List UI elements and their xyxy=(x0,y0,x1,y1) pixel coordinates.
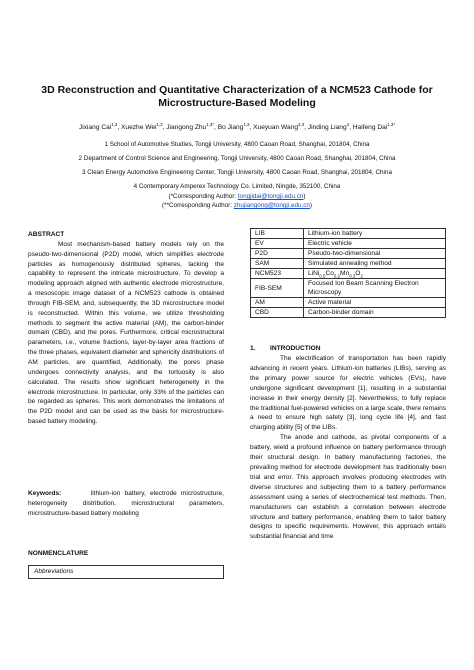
affiliation-3: 3 Clean Energy Automotive Engineering Center, Tongji University, 4800 Caoan Road, Shanghai, 201804, China xyxy=(82,169,392,176)
nomenclature-heading: NONMENCLATURE xyxy=(28,550,89,557)
keywords-label: Keywords: xyxy=(28,490,62,497)
abbreviation-value: Pseudo-two-dimensional xyxy=(304,249,446,259)
corresponding-author-1 xyxy=(20,193,454,200)
abbreviation-key: LIB xyxy=(251,229,304,239)
introduction-heading xyxy=(250,345,321,352)
corresponding-label-1: (*Corresponding Author: xyxy=(168,193,238,200)
author-name: Jinding Liang xyxy=(307,124,347,131)
corresponding-author-2 xyxy=(20,202,454,209)
table-row xyxy=(251,279,446,298)
abbreviations-box xyxy=(28,565,224,579)
affiliation-4: 4 Contemporary Amperex Technology Co. Limited, Ningde, 352100, China xyxy=(133,183,341,190)
author-name: Jixiang Cai xyxy=(78,124,112,131)
author-affiliation-marker: 1,3 xyxy=(243,121,250,127)
abbreviation-key: NCM523 xyxy=(251,269,304,279)
abbreviation-key: CBD xyxy=(251,308,304,318)
author-affiliation-marker: 1,3* xyxy=(206,121,215,127)
abbreviation-key: AM xyxy=(251,298,304,308)
author-name: Haifeng Dai xyxy=(352,124,388,131)
table-row xyxy=(251,269,446,279)
table-row xyxy=(251,239,446,249)
email-link-2[interactable]: zhujiangong@tongji.edu.cn xyxy=(233,202,310,209)
abstract-section xyxy=(28,230,224,427)
author-name: Jiangong Zhu xyxy=(166,124,207,131)
close-paren-1: ) xyxy=(303,193,306,200)
section-title: INTRODUCTION xyxy=(270,345,321,352)
abbreviation-key: SAM xyxy=(251,259,304,269)
author-affiliation-marker: 2,3 xyxy=(297,121,305,127)
author-name: Xueyuan Wang xyxy=(253,124,298,131)
abbreviation-value: Simulated annealing method xyxy=(304,259,446,269)
paper-title: 3D Reconstruction and Quantitative Characterization of a NCM523 Cathode for Microstructure-Based Modeling xyxy=(41,84,433,109)
intro-paragraph-1: The electrification of transportation has been rapidly advancing in recent years. Lithium-ion batteries (LIBs), serving as the primary power source for electric vehicles (EVs), have undergone significant development [1], resulting in a substantial increase in their energy density [2]. Nevertheless, to fully replace the traditional fuel-powered vehicles on a large scale, there remains a need to ensure high safety [3], long cycle life [4], and fast charging ability [5] of the LIBs. xyxy=(250,355,446,432)
affiliation-2: 2 Department of Control Science and Engineering, Tongji University, 4800 Caoan Road, Shanghai, 201804, China xyxy=(78,155,396,162)
abbreviations-label: Abbreviations xyxy=(34,568,74,575)
abbreviation-value: Focused Ion Beam Scanning Electron Microscopy xyxy=(304,279,446,298)
author-affiliation-marker: 1,3 xyxy=(156,121,163,127)
close-paren-2: ) xyxy=(309,202,312,209)
table-row xyxy=(251,308,446,318)
author-name: Xuezhe Wei xyxy=(121,124,157,131)
abbreviation-value: $LiNi_{0.5}Co_{0.2}Mn_{0.3}O_2$ xyxy=(304,269,446,279)
table-row xyxy=(251,249,446,259)
abbreviation-value: Lithium-ion battery xyxy=(304,229,446,239)
abbreviation-value: Carbon-binder domain xyxy=(304,308,446,318)
author-affiliation-marker: 4 xyxy=(346,121,350,127)
table-row xyxy=(251,298,446,308)
email-link-1[interactable]: tongjidai@tongji.edu.cn xyxy=(237,193,304,200)
abbreviations-table xyxy=(250,228,446,318)
introduction-body xyxy=(250,354,446,542)
abbreviation-value: Electric vehicle xyxy=(304,239,446,249)
affiliation-1: 1 School of Automotive Studies, Tongji University, 4800 Caoan Road, Shanghai, 201804, China xyxy=(104,141,370,148)
intro-paragraph-2: The anode and cathode, as pivotal components of a battery, wield a profound influence on battery performance through their structural design. In battery manufacturing factories, the prevailing method for electrode development has traditionally been trial and error. This approach involves producing electrodes with diverse structures and subjecting them to a battery performance assessment using a series of electrochemical test methods. Then, manufacturers can establish a correlation between electrode structure and battery performance, enabling them to tailor battery designs to specific requirements. However, this approach entails substantial financial and time xyxy=(250,434,446,541)
corresponding-label-2: (**Corresponding Author: xyxy=(162,202,234,209)
keywords xyxy=(28,489,224,519)
abbreviation-value: Active material xyxy=(304,298,446,308)
table-row xyxy=(251,259,446,269)
abbreviation-key: P2D xyxy=(251,249,304,259)
author-name: Bo Jiang xyxy=(217,124,244,131)
table-row xyxy=(251,229,446,239)
author-affiliation-marker: 1,3 xyxy=(111,121,118,127)
abstract-heading: ABSTRACT xyxy=(28,231,65,238)
keywords-text: lithium-ion battery, electrode microstructure, heterogeneity distribution, microstructural parameters, microstructure-based battery modeling xyxy=(28,490,224,517)
author-affiliation-marker: 1,3* xyxy=(387,121,396,127)
author-list: Jixiang Cai$^{1,3}$, Xuezhe Wei$^{1,3}$, Jiangong Zhu$^{1,3*}$, Bo Jiang$^{1,3}$, Xueyuan Wang$^{2,3}$, Jinding Liang$^4$, Haifeng Dai$^{1,3*}$ xyxy=(78,121,396,131)
section-number: 1. xyxy=(250,345,256,352)
abbreviation-key: EV xyxy=(251,239,304,249)
abbreviation-key: FIB-SEM xyxy=(251,279,304,298)
abstract-text: Most mechanism-based battery models rely on the pseudo-two-dimensional (P2D) model, which simplifies electrode particles as homogenously distributed spheres, lacking the capability to represent the intricate microstructure. To develop a modeling approach aligned with authentic electrode microstructure, a mesoscopic image dataset of a NCM523 cathode is obtained through FIB-SEM, and, subsequently, the 3D microstructure model is reconstructed. Within this volume, we utilize thresholding methods to segment the active material (AM), the carbon-binder domain (CBD), and the pores. Furthermore, critical microstructural parameters, i.e., volume fractions, layer-by-layer area fractions of the three phases, equivalent diameter and sphericity distributions of AM particles, are quantified, Additionally, the pores phase undergoes connectivity analysis, and the tortuosity is also calculated. The results show significant heterogeneity in the electrode microstructure. In particular, only 33% of the particles can be regarded as spheres. This work demonstrates the limitations of the P2D model and can be used as the basis for microstructure-based battery modeling. xyxy=(28,240,224,426)
